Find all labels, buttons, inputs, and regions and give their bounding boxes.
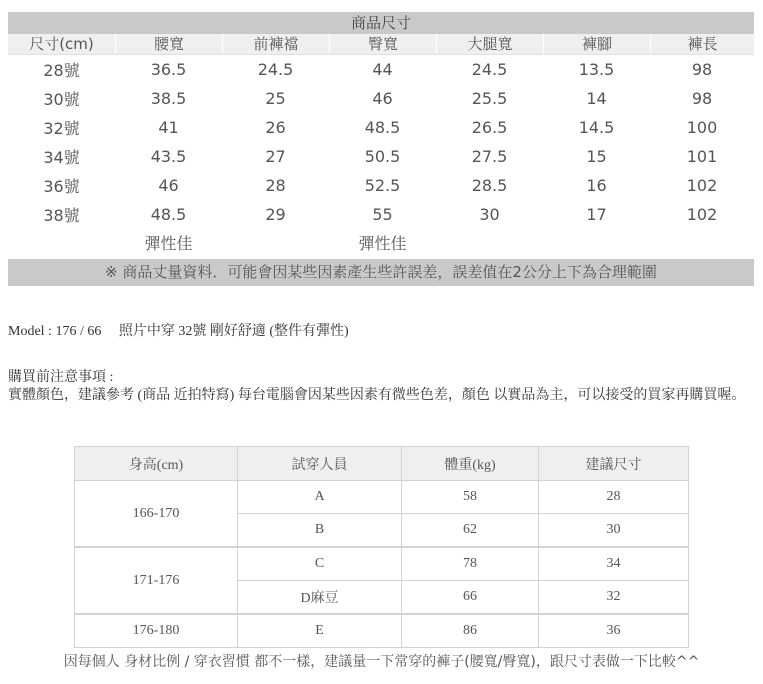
- header-hem: 褲腳: [543, 34, 650, 54]
- header-waist: 腰寬: [115, 34, 222, 54]
- size-cell: 28: [265, 176, 286, 195]
- header-front-rise: 前褲襠: [222, 34, 329, 54]
- size-cell: 38號: [43, 206, 80, 225]
- header-hip: 臀寬: [329, 34, 436, 54]
- elasticity-note: 彈性佳: [358, 234, 407, 253]
- model-info: Model : 176 / 66 照片中穿 32號 剛好舒適 (整件有彈性): [8, 324, 349, 339]
- size-cell: 48.5: [364, 118, 401, 137]
- size-cell: 30號: [43, 90, 80, 109]
- table-row: [75, 547, 689, 581]
- size-cell: 50.5: [364, 147, 401, 166]
- size-cell: 25: [265, 89, 286, 108]
- size-chart-header-row: [8, 34, 754, 55]
- size-cell: 24.5: [257, 60, 294, 79]
- weight-cell: 62: [402, 514, 539, 548]
- size-row: [8, 113, 754, 142]
- size-cell: 48.5: [150, 205, 187, 224]
- size-cell: 36號: [43, 177, 80, 196]
- size-cell: 26.5: [471, 118, 508, 137]
- size-cell: 25.5: [471, 89, 508, 108]
- weight-cell: 66: [402, 581, 539, 615]
- size-cell: 27: [265, 147, 286, 166]
- size-cell: 32: [539, 581, 689, 615]
- weight-cell: 58: [402, 481, 539, 514]
- size-row: [8, 84, 754, 113]
- table-row: [75, 481, 689, 514]
- size-cell: 55: [372, 205, 393, 224]
- size-cell: 26: [265, 118, 286, 137]
- size-cell: 14.5: [578, 118, 615, 137]
- size-row: [8, 200, 754, 229]
- size-cell: 44: [372, 60, 393, 79]
- size-cell: 27.5: [471, 147, 508, 166]
- size-cell: 101: [686, 147, 718, 166]
- header-weight: 體重(kg): [402, 447, 539, 481]
- table-row: [75, 614, 689, 648]
- size-chart-title: 商品尺寸: [8, 12, 754, 34]
- size-cell: 98: [691, 60, 713, 79]
- header-thigh: 大腿寬: [436, 34, 543, 54]
- size-cell: 16: [586, 176, 607, 195]
- size-cell: 32號: [43, 119, 80, 138]
- size-cell: 28: [539, 481, 689, 514]
- size-cell: 15: [586, 147, 607, 166]
- size-cell: 38.5: [150, 89, 187, 108]
- tester-cell: A: [238, 481, 402, 514]
- size-cell: 46: [158, 176, 179, 195]
- size-cell: 102: [686, 176, 718, 195]
- notice-title: 購買前注意事項 :: [8, 370, 114, 385]
- size-cell: 17: [586, 205, 607, 224]
- header-size: 尺寸(cm): [29, 35, 94, 53]
- height-range: 176-180: [75, 614, 238, 648]
- size-cell: 34號: [43, 148, 80, 167]
- size-cell: 100: [686, 118, 718, 137]
- size-cell: 28號: [43, 61, 80, 80]
- elasticity-note: 彈性佳: [144, 234, 193, 253]
- tester-cell: D麻豆: [238, 581, 402, 615]
- header-length: 褲長: [650, 34, 754, 54]
- size-cell: 34: [539, 547, 689, 581]
- weight-cell: 78: [402, 547, 539, 581]
- weight-cell: 86: [402, 614, 539, 648]
- size-cell: 14: [586, 89, 607, 108]
- header-recommended-size: 建議尺寸: [539, 447, 689, 481]
- size-chart: [8, 12, 754, 286]
- size-cell: 43.5: [150, 147, 187, 166]
- size-row: [8, 171, 754, 200]
- size-cell: 46: [372, 89, 393, 108]
- tester-cell: B: [238, 514, 402, 548]
- size-cell: 41: [158, 118, 179, 137]
- size-cell: 102: [686, 205, 718, 224]
- measurement-disclaimer: ※ 商品丈量資料．可能會因某些因素產生些許誤差，誤差值在2公分上下為合理範圍: [8, 259, 754, 286]
- tester-cell: C: [238, 547, 402, 581]
- tester-cell: E: [238, 614, 402, 648]
- size-cell: 30: [539, 514, 689, 548]
- size-cell: 13.5: [578, 60, 615, 79]
- header-tester: 試穿人員: [238, 447, 402, 481]
- size-row: [8, 142, 754, 171]
- notice-body: 實體顏色，建議參考 (商品 近拍特寫) 每台電腦會因某些因素有微些色差，顏色 以實品為主，可以接受的買家再購買喔。: [8, 388, 746, 403]
- tryon-header-row: [75, 447, 689, 481]
- size-row: [8, 55, 754, 84]
- size-cell: 24.5: [471, 60, 508, 79]
- size-cell: 98: [691, 89, 713, 108]
- elasticity-note-row: [8, 229, 754, 256]
- size-cell: 36.5: [150, 60, 187, 79]
- size-cell: 52.5: [364, 176, 401, 195]
- comparison-tip: 因每個人 身材比例 / 穿衣習慣 都不一樣，建議量一下常穿的褲子(腰寬/臀寬)，跟尺寸表做一下比較^^: [63, 654, 700, 670]
- header-height: 身高(cm): [75, 447, 238, 481]
- size-cell: 29: [265, 205, 286, 224]
- tryon-table: [74, 446, 689, 648]
- height-range: 166-170: [75, 481, 238, 548]
- size-cell: 30: [479, 205, 500, 224]
- height-range: 171-176: [75, 547, 238, 614]
- size-cell: 28.5: [471, 176, 508, 195]
- size-cell: 36: [539, 614, 689, 648]
